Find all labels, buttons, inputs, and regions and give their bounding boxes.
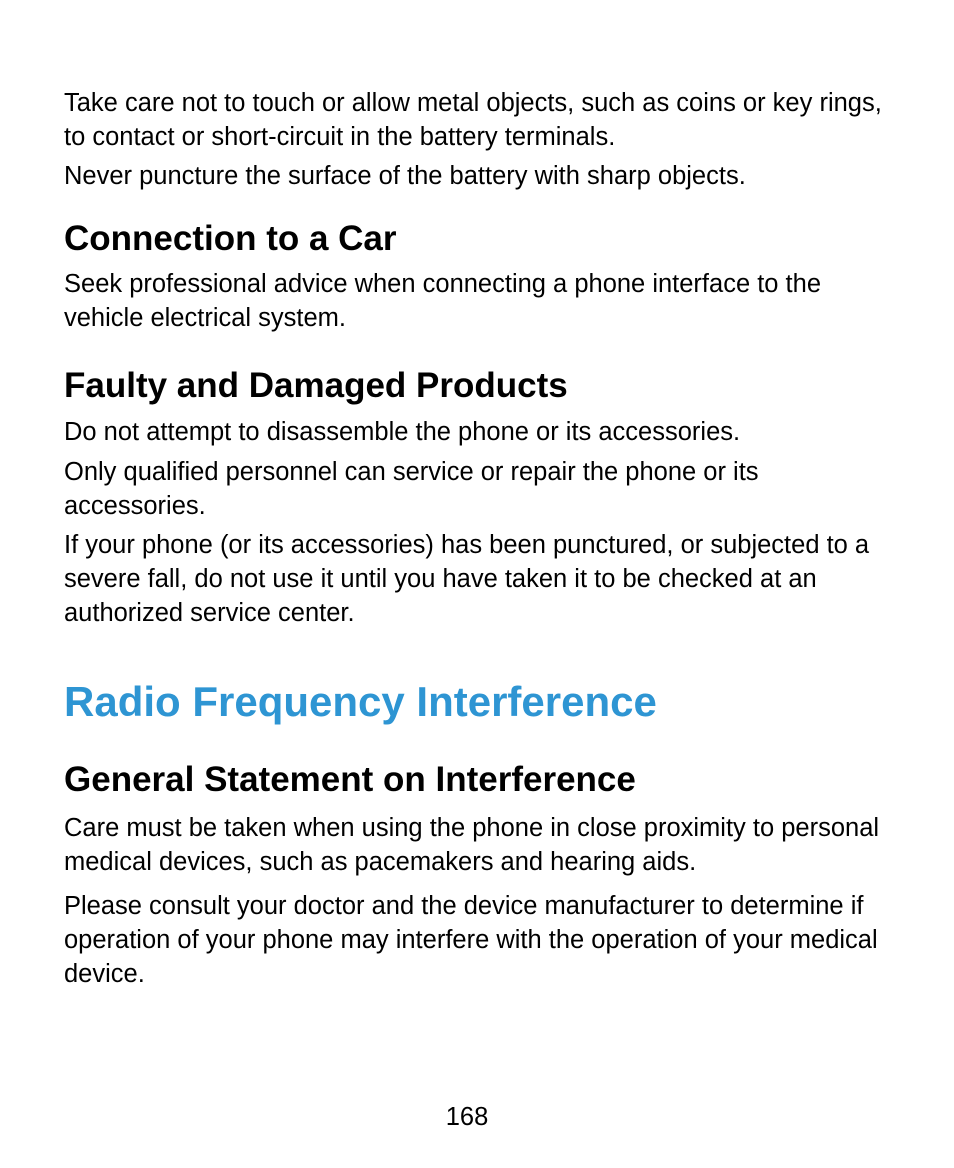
car-paragraph: Seek professional advice when connecting a phone interface to the vehicle electrical system. [64, 270, 822, 332]
page-content [64, 86, 894, 991]
heading-connection-to-a-car: Connection to a Car [64, 219, 397, 258]
general-paragraph-medical-devices: Care must be taken when using the phone in close proximity to personal medical devices, such as pacemakers and hearing aids. [64, 814, 880, 876]
faulty-paragraph-qualified-personnel: Only qualified personnel can service or repair the phone or its accessories. [64, 458, 759, 520]
general-paragraph-consult-doctor: Please consult your doctor and the device manufacturer to determine if operation of your phone may interfere with the operation of your medical device. [64, 892, 878, 988]
page-number: 168 [445, 1103, 489, 1131]
heading-general-statement-on-interference: General Statement on Interference [64, 760, 636, 799]
battery-paragraph-metal-objects: Take care not to touch or allow metal objects, such as coins or key rings, to contact or short-circuit in the battery terminals. [64, 89, 882, 151]
faulty-paragraph-punctured: If your phone (or its accessories) has been punctured, or subjected to a severe fall, do not use it until you have taken it to be checked at an authorized service center. [64, 531, 870, 627]
battery-paragraph-puncture: Never puncture the surface of the battery with sharp objects. [64, 162, 746, 190]
faulty-paragraph-disassemble: Do not attempt to disassemble the phone or its accessories. [64, 418, 741, 446]
section-title-radio-frequency-interference: Radio Frequency Interference [64, 678, 657, 725]
heading-faulty-and-damaged-products: Faulty and Damaged Products [64, 366, 568, 405]
